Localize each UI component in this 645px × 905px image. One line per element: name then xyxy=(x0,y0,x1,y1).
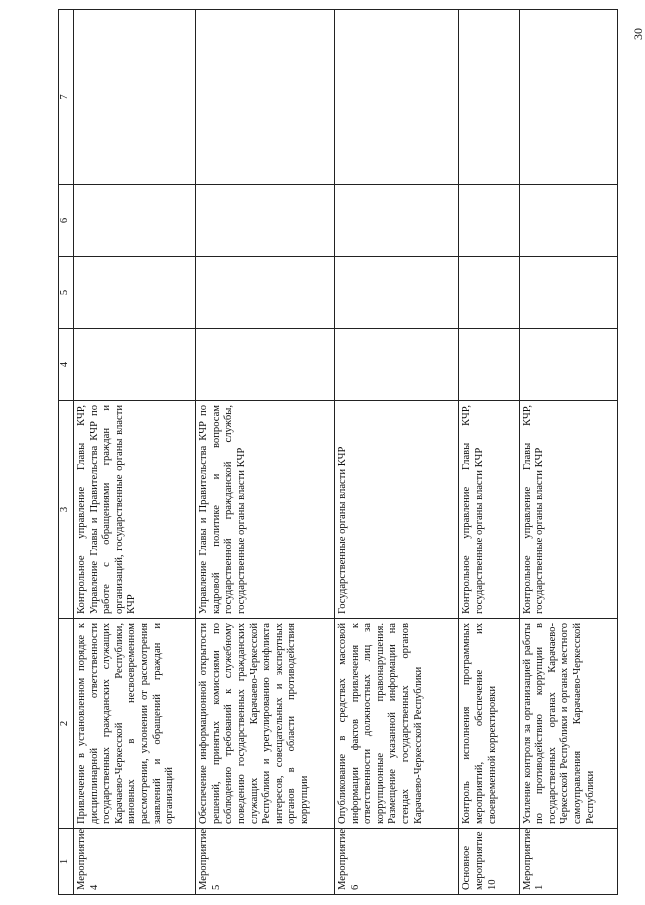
empty-cell xyxy=(459,329,519,401)
empty-cell xyxy=(519,185,617,257)
header-cell-3: 3 xyxy=(59,401,74,619)
measure-executors: Управление Главы и Правительства КЧР по кадровой политике и вопросам государственной гражданской службы, государственные органы власти КЧР xyxy=(196,401,335,619)
empty-cell xyxy=(196,185,335,257)
header-cell-5: 5 xyxy=(59,257,74,329)
empty-cell xyxy=(196,329,335,401)
empty-cell xyxy=(335,257,459,329)
header-cell-7: 7 xyxy=(59,10,74,185)
table-row xyxy=(196,10,335,895)
table-row xyxy=(459,10,519,895)
measure-name: Мероприятие 6 xyxy=(335,829,459,895)
table-row xyxy=(335,10,459,895)
table-row xyxy=(74,10,196,895)
empty-cell xyxy=(74,185,196,257)
measure-executors: Контрольное управление Главы КЧР, государственные органы власти КЧР xyxy=(459,401,519,619)
page-number: 30 xyxy=(631,28,645,40)
empty-cell xyxy=(519,257,617,329)
measure-description: Обеспечение информационной открытости решений, принятых комиссиями по соблюдению требований к служебному поведению государственных гражданских служащих Карачаево-Черкесской Республики и урегулированию конфликта интересов, совещательных и экспертных органов в области противодействия коррупции xyxy=(196,619,335,829)
empty-cell xyxy=(196,10,335,185)
measure-executors: Государственные органы власти КЧР xyxy=(335,401,459,619)
measure-executors: Контрольное управление Главы КЧР, государственные органы власти КЧР xyxy=(519,401,617,619)
empty-cell xyxy=(196,257,335,329)
program-table xyxy=(58,9,618,895)
empty-cell xyxy=(459,185,519,257)
empty-cell xyxy=(519,329,617,401)
measure-name: Основное мероприятие 10 xyxy=(459,829,519,895)
header-row xyxy=(59,10,74,895)
rotated-table-container xyxy=(58,10,618,895)
table-row xyxy=(519,10,617,895)
measure-description: Контроль исполнения программных мероприятий, обеспечение их своевременной корректировки xyxy=(459,619,519,829)
measure-executors: Контрольное управление Главы КЧР, Управление Главы и Правительства КЧР по работе с обращениями граждан и организаций, государственные органы власти КЧР xyxy=(74,401,196,619)
empty-cell xyxy=(459,257,519,329)
empty-cell xyxy=(459,10,519,185)
empty-cell xyxy=(519,10,617,185)
measure-name: Мероприятие 4 xyxy=(74,829,196,895)
empty-cell xyxy=(74,329,196,401)
empty-cell xyxy=(74,257,196,329)
header-cell-2: 2 xyxy=(59,619,74,829)
measure-name: Мероприятие 1 xyxy=(519,829,617,895)
header-cell-4: 4 xyxy=(59,329,74,401)
empty-cell xyxy=(74,10,196,185)
measure-description: Опубликование в средствах массовой информации фактов привлечения к ответственности должностных лиц за коррупционные правонарушения. Размещение указанной информации на стендах государственных органов Карачаево-Черкесской Республики xyxy=(335,619,459,829)
empty-cell xyxy=(335,185,459,257)
header-cell-1: 1 xyxy=(59,829,74,895)
empty-cell xyxy=(335,10,459,185)
header-cell-6: 6 xyxy=(59,185,74,257)
measure-description: Привлечение в установленном порядке к дисциплинарной ответственности государственных гражданских служащих Карачаево-Черкесской Республики, виновных в несвоевременном рассмотрении, уклонении от рассмотрения заявлений и обращений граждан и организаций xyxy=(74,619,196,829)
measure-description: Усиление контроля за организацией работы по противодействию коррупции в государственных органах Карачаево-Черкесской Республики и органах местного самоуправления Карачаево-Черкесской Республики xyxy=(519,619,617,829)
empty-cell xyxy=(335,329,459,401)
measure-name: Мероприятие 5 xyxy=(196,829,335,895)
